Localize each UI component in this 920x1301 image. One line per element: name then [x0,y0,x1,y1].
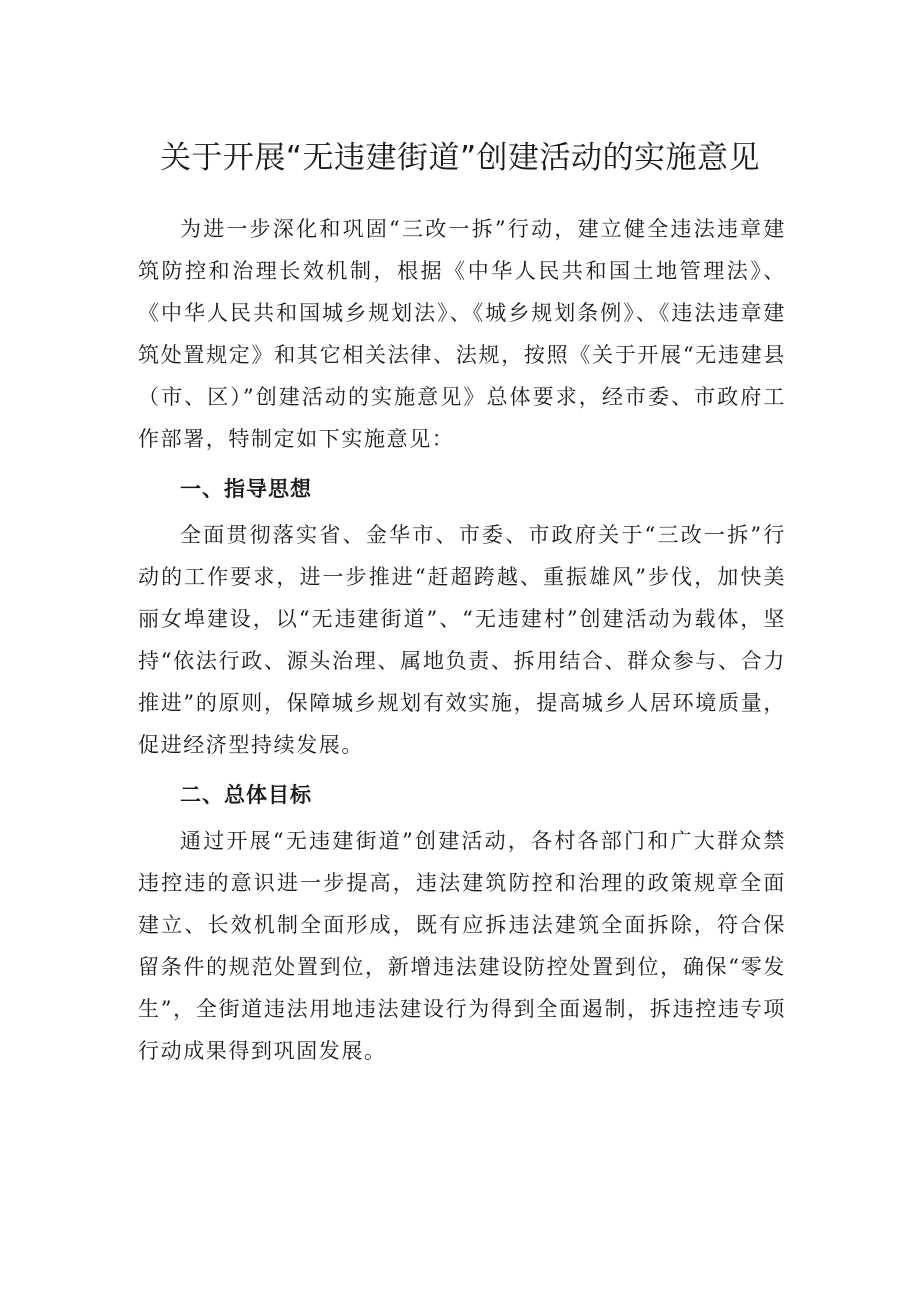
section-paragraph-overall-goal: 通过开展“无违建街道”创建活动，各村各部门和广大群众禁违控违的意识进一步提高，违法建筑防控和治理的政策规章全面建立、长效机制全面形成，既有应拆违法建筑全面拆除，符合保留条件的规范处置到位，新增违法建设防控处置到位，确保“零发生”，全街道违法用地违法建设行为得到全面遏制，拆违控违专项行动成果得到巩固发展。 [138,829,786,1063]
section-heading-overall-goal: 二、总体目标 [180,783,312,807]
intro-paragraph: 为进一步深化和巩固“三改一拆”行动，建立健全违法违章建筑防控和治理长效机制，根据《中华人民共和国土地管理法》、《中华人民共和国城乡规划法》、《城乡规划条例》、《违法违章建筑处置规定》和其它相关法律、法规，按照《关于开展“无违建县（市、区）”创建活动的实施意见》总体要求，经市委、市政府工作部署，特制定如下实施意见： [138,217,786,451]
document-body [138,208,786,1072]
section-heading-guiding-ideology: 一、指导思想 [180,477,312,501]
document-title: 关于开展“无违建街道”创建活动的实施意见 [159,140,761,176]
section-paragraph-guiding-ideology: 全面贯彻落实省、金华市、市委、市政府关于“三改一拆”行动的工作要求，进一步推进“赶超跨越、重振雄风”步伐，加快美丽女埠建设，以“无违建街道”、“无违建村”创建活动为载体，坚持“依法行政、源头治理、属地负责、拆用结合、群众参与、合力推进”的原则，保障城乡规划有效实施，提高城乡人居环境质量，促进经济型持续发展。 [138,523,786,757]
